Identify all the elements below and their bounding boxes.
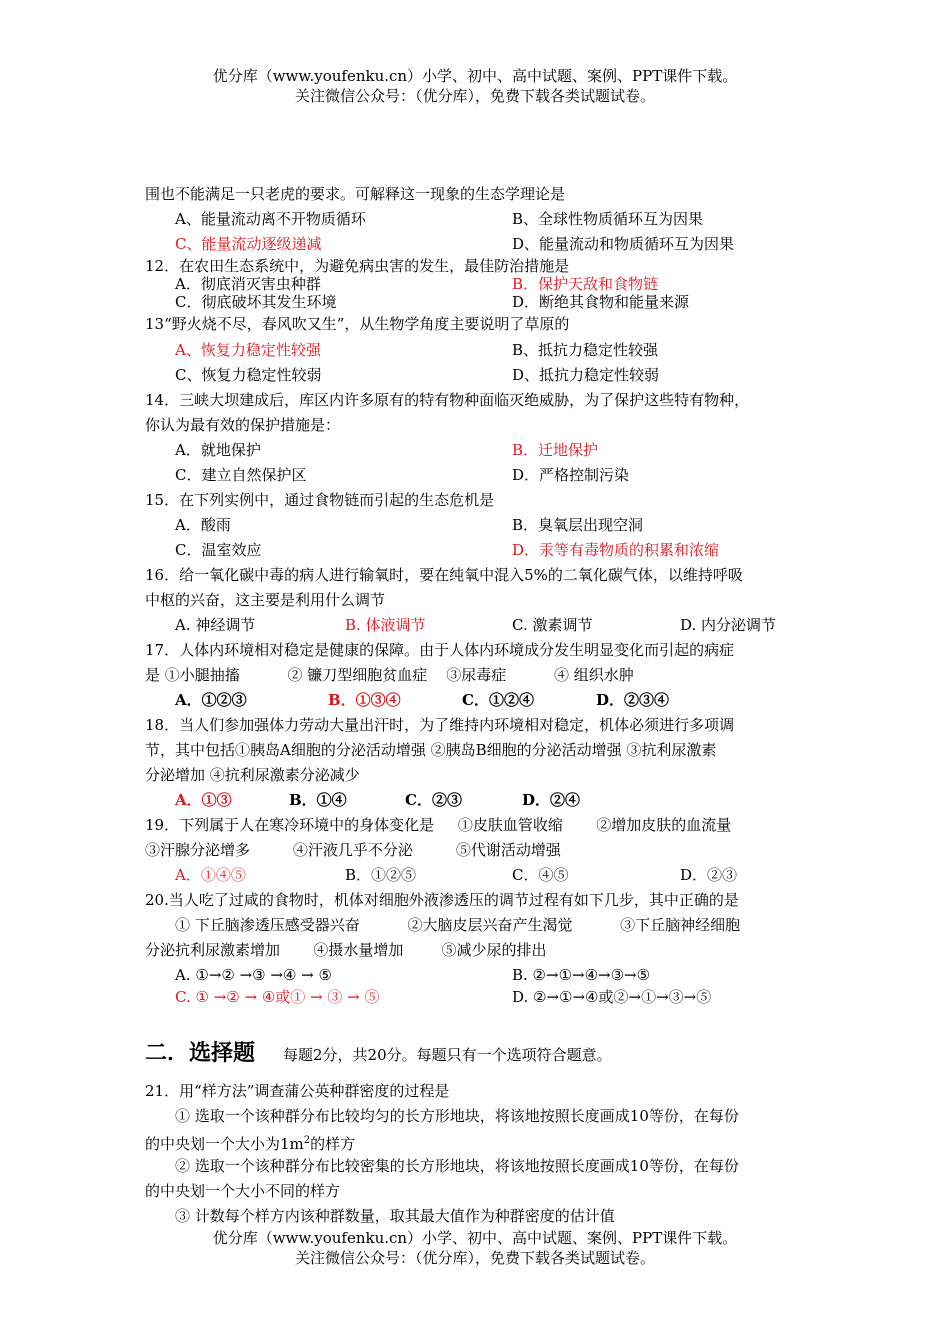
- q15-option-a: A．酸雨: [175, 516, 231, 534]
- q16-option-a: A. 神经调节: [175, 616, 256, 634]
- q20-stem-1: 20.当人吃了过咸的食物时，机体对细胞外液渗透压的调节过程有如下几步，其中正确的是: [145, 891, 739, 909]
- q19-stem-1: 19．下列属于人在寒冷环境中的身体变化是 ①皮肤血管收缩 ②增加皮肤的血流量: [145, 816, 732, 834]
- q13-option-b: B、抵抗力稳定性较强: [512, 341, 659, 359]
- q17-option-c: C．①②④: [462, 691, 534, 709]
- q18-stem-1: 18．当人们参加强体力劳动大量出汗时，为了维持内环境相对稳定，机体必须进行多项调: [145, 716, 735, 734]
- q16-option-d: D. 内分泌调节: [680, 616, 777, 634]
- q21-item-1b-sup: 2: [303, 1135, 311, 1146]
- q21-item-3: ③ 计数每个样方内该种群数量，取其最大值作为种群密度的估计值: [175, 1207, 615, 1225]
- q12-option-a: A．彻底消灭害虫种群: [175, 275, 321, 293]
- q18-stem-3: 分泌增加 ④抗利尿激素分泌减少: [145, 766, 360, 784]
- q11-stem: 围也不能满足一只老虎的要求。可解释这一现象的生态学理论是: [145, 185, 566, 203]
- q19-option-c: C．④⑤: [512, 866, 569, 884]
- q18-option-d: D．②④: [522, 791, 581, 809]
- q14-stem-1: 14．三峡大坝建成后，库区内许多原有的特有物种面临灭绝威胁，为了保护这些特有物种，: [145, 391, 750, 409]
- q15-option-d: D．汞等有毒物质的积累和浓缩: [512, 541, 720, 559]
- q21-item-1b-end: 的样方: [310, 1135, 356, 1153]
- q20-option-a: A. ①→② →③ →④ → ⑤: [175, 966, 332, 984]
- q21-item-2a: ② 选取一个该种群分布比较密集的长方形地块，将该地按照长度画成10等份，在每份: [175, 1157, 739, 1175]
- q17-option-b: B．①③④: [328, 691, 401, 709]
- q17-option-a: A．①②③: [175, 691, 247, 709]
- q18-stem-2: 节，其中包括①胰岛A细胞的分泌活动增强 ②胰岛B细胞的分泌活动增强 ③抗利尿激素: [145, 741, 717, 759]
- q17-option-d: D．②③④: [596, 691, 670, 709]
- q16-stem-1: 16．给一氧化碳中毒的病人进行输氧时，要在纯氧中混入5%的二氧化碳气体，以维持呼吸: [145, 566, 743, 584]
- q13-stem: 13“野火烧不尽，春风吹又生”，从生物学角度主要说明了草原的: [145, 315, 570, 333]
- q13-option-d: D、抵抗力稳定性较弱: [512, 366, 660, 384]
- footer-line-1: 优分库（www.youfenku.cn）小学、初中、高中试题、案例、PPT课件下载。: [212, 1229, 738, 1247]
- q19-option-d: D．②③: [680, 866, 738, 884]
- q21-item-1a: ① 选取一个该种群分布比较均匀的长方形地块，将该地按照长度画成10等份，在每份: [175, 1107, 739, 1125]
- q19-option-b: B．①②⑤: [345, 866, 417, 884]
- q13-option-a: A、恢复力稳定性较强: [175, 341, 321, 359]
- q16-option-b: B. 体液调节: [345, 616, 426, 634]
- q16-stem-2: 中枢的兴奋，这主要是利用什么调节: [145, 591, 386, 609]
- q15-stem: 15．在下列实例中，通过食物链而引起的生态危机是: [145, 491, 495, 509]
- q20-option-d: D. ②→①→④或②→①→③→⑤: [512, 988, 712, 1006]
- q20-option-c: C. ① →② → ④或① → ③ → ⑤: [175, 988, 380, 1006]
- q21-item-1b-text: 的中央划一个大小为1m: [145, 1135, 304, 1153]
- q14-option-a: A．就地保护: [175, 441, 261, 459]
- q13-option-c: C、恢复力稳定性较弱: [175, 366, 322, 384]
- q21-stem: 21．用“样方法”调查蒲公英种群密度的过程是: [145, 1082, 450, 1100]
- q21-item-2b: 的中央划一个大小不同的样方: [145, 1182, 341, 1200]
- section-description: 每题2分，共20分。每题只有一个选项符合题意。: [283, 1046, 612, 1064]
- q18-option-c: C．②③: [405, 791, 462, 809]
- q12-stem: 12．在农田生态系统中，为避免病虫害的发生，最佳防治措施是: [145, 257, 570, 275]
- q14-option-c: C．建立自然保护区: [175, 466, 307, 484]
- section-title: 二．选择题: [145, 1041, 256, 1066]
- q20-option-b: B. ②→①→④→③→⑤: [512, 966, 651, 984]
- q18-option-a: A．①③: [175, 791, 232, 809]
- q21-item-1b: [145, 1130, 355, 1155]
- q12-option-d: D．断绝其食物和能量来源: [512, 293, 690, 311]
- q20-stem-3: 分泌抗利尿激素增加 ④摄水量增加 ⑤减少尿的排出: [145, 941, 547, 959]
- q20-stem-2: ① 下丘脑渗透压感受器兴奋 ②大脑皮层兴奋产生渴觉 ③下丘脑神经细胞: [175, 916, 741, 934]
- footer-line-2: 关注微信公众号：（优分库），免费下载各类试题试卷。: [294, 1249, 655, 1267]
- q11-option-a: A、能量流动离不开物质循环: [175, 210, 366, 228]
- q12-option-b: B．保护天敌和食物链: [512, 275, 659, 293]
- q12-option-c: C．彻底破坏其发生环境: [175, 293, 337, 311]
- q19-stem-2: ③汗腺分泌增多 ④汗液几乎不分泌 ⑤代谢活动增强: [145, 841, 561, 859]
- q17-stem-2: 是 ①小腿抽搐 ② 镰刀型细胞贫血症 ③尿毒症 ④ 组织水肿: [145, 666, 634, 684]
- q14-stem-2: 你认为最有效的保护措施是：: [145, 416, 341, 434]
- q14-option-d: D．严格控制污染: [512, 466, 630, 484]
- q18-option-b: B．①④: [289, 791, 347, 809]
- q19-option-a: A．①④⑤: [175, 866, 246, 884]
- q15-option-b: B．臭氧层出现空洞: [512, 516, 644, 534]
- q11-option-c: C、能量流动逐级递减: [175, 235, 322, 253]
- q11-option-d: D、能量流动和物质循环互为因果: [512, 235, 735, 253]
- header-line-2: 关注微信公众号：（优分库），免费下载各类试题试卷。: [294, 87, 655, 105]
- q15-option-c: C．温室效应: [175, 541, 262, 559]
- header-line-1: 优分库（www.youfenku.cn）小学、初中、高中试题、案例、PPT课件下载。: [212, 67, 738, 85]
- q16-option-c: C. 激素调节: [512, 616, 593, 634]
- q11-option-b: B、全球性物质循环互为因果: [512, 210, 704, 228]
- q14-option-b: B．迁地保护: [512, 441, 599, 459]
- q17-stem-1: 17．人体内环境相对稳定是健康的保障。由于人体内环境成分发生明显变化而引起的病症: [145, 641, 735, 659]
